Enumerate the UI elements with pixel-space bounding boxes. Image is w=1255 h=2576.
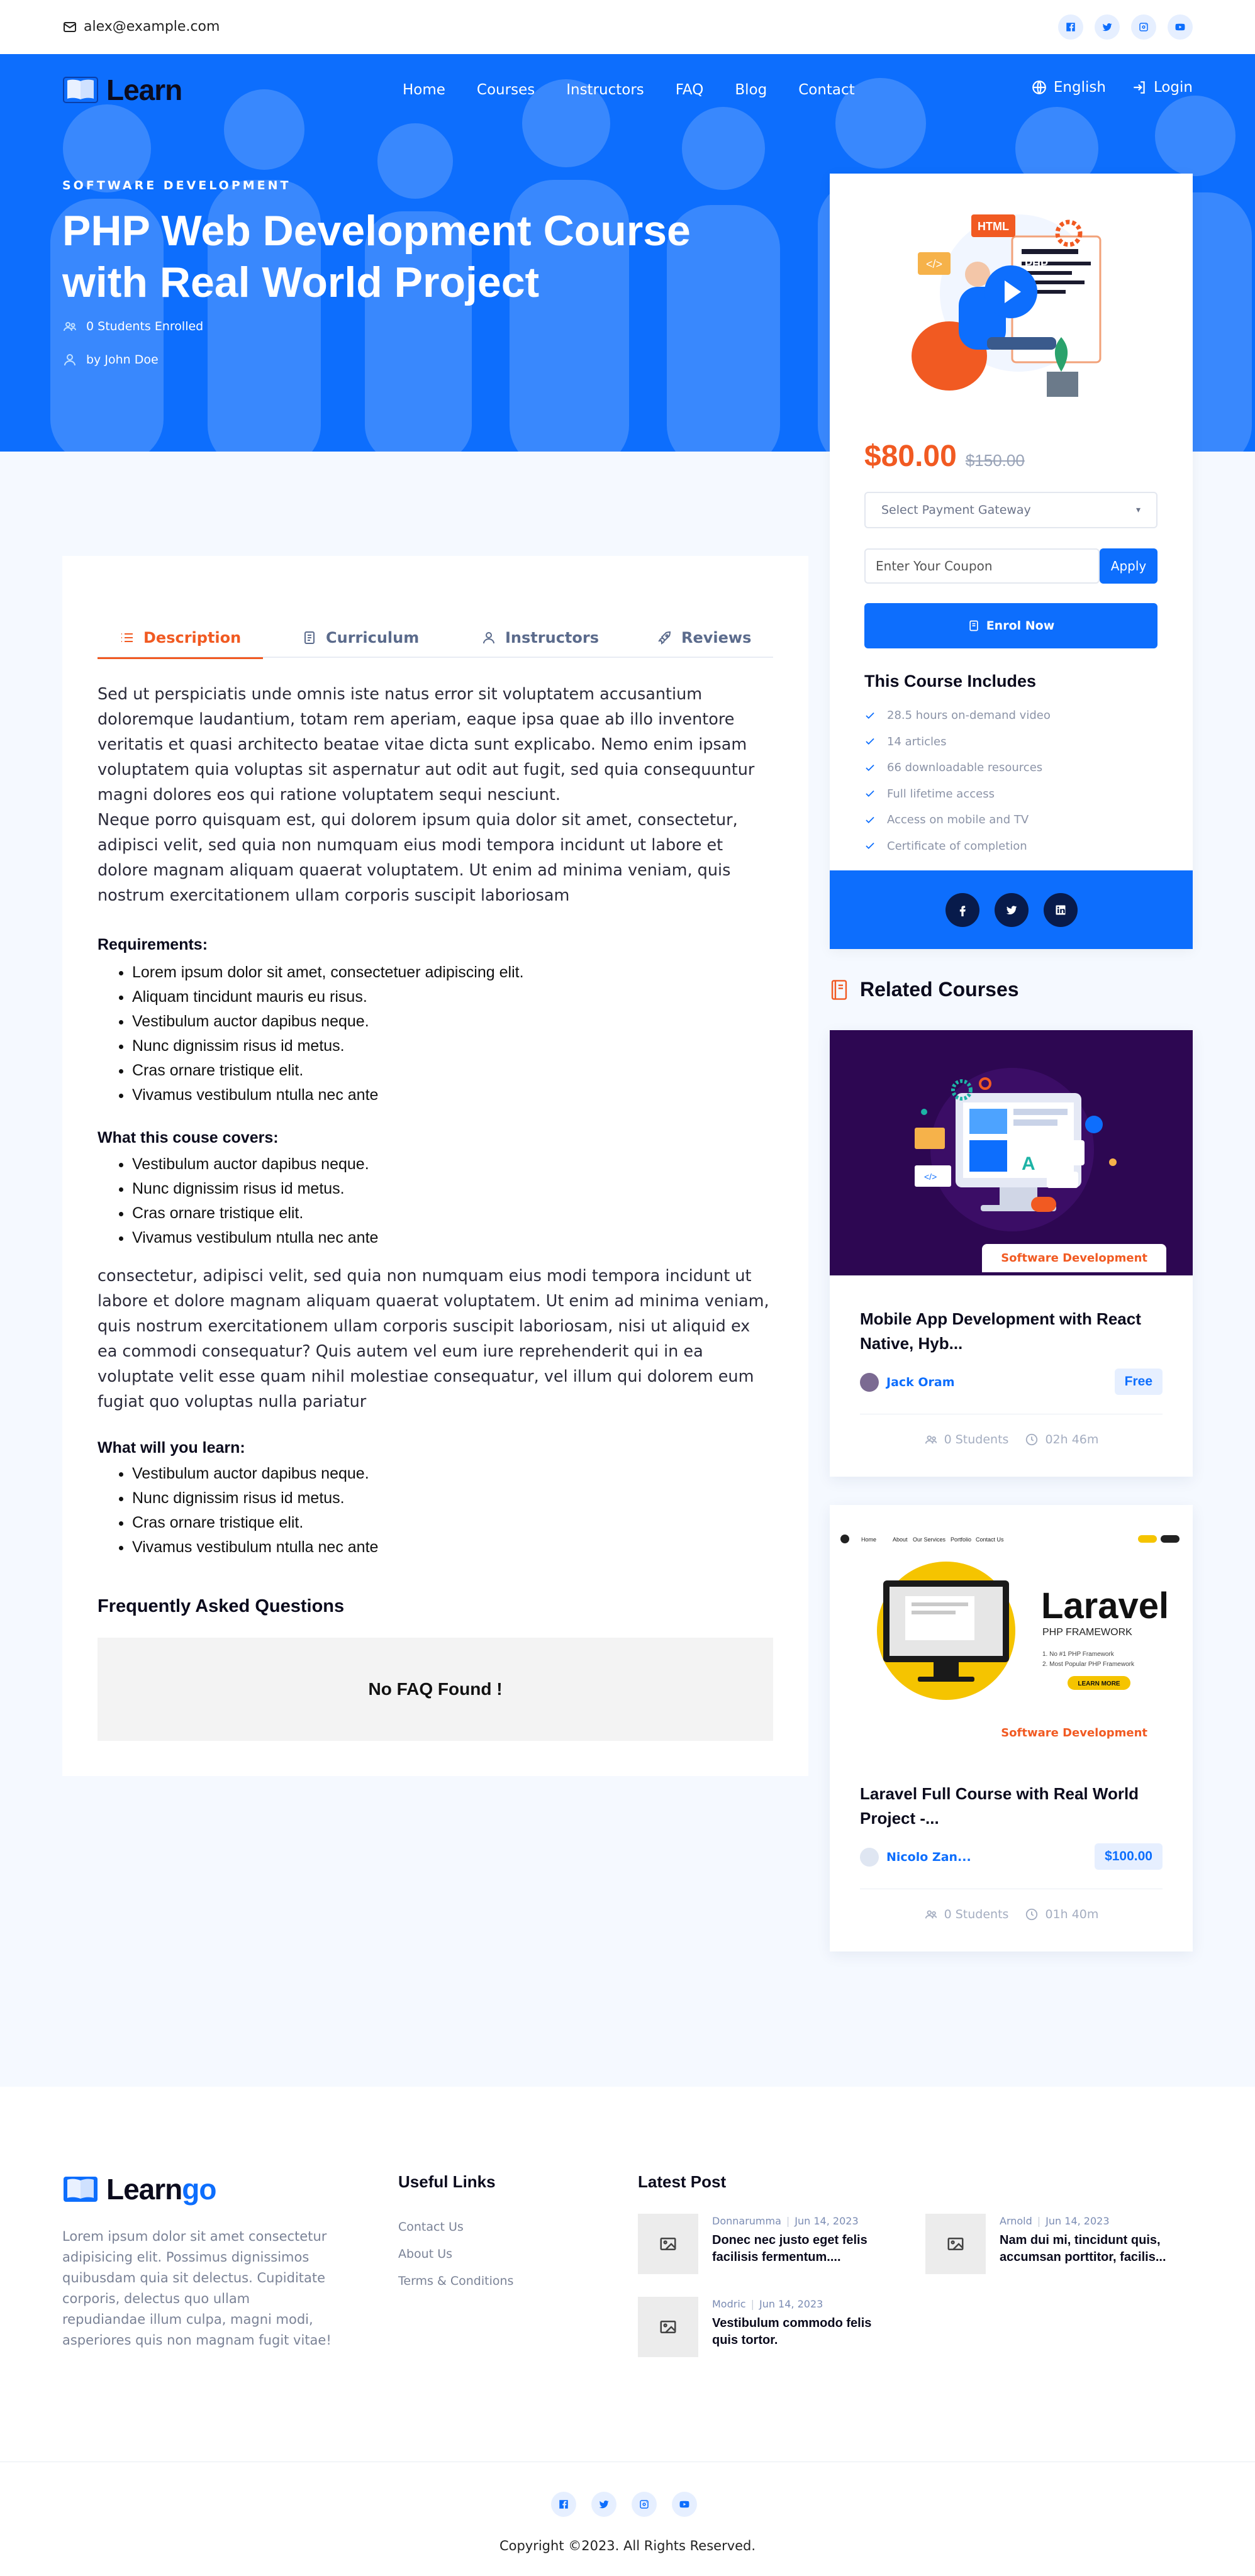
footer-link-terms[interactable]: Terms & Conditions (398, 2274, 514, 2288)
payment-gateway-placeholder: Select Payment Gateway (881, 503, 1031, 517)
post-meta: Donnarumma | Jun 14, 2023 (712, 2215, 859, 2227)
share-bar (830, 870, 1193, 949)
description-paragraph-3: consectetur, adipisci velit, sed quia non numquam eius modi tempora incidunt ut labore et dolore magnam aliquam quaerat voluptatem. Ut enim ad minima veniam, quis nostrum exercitationem ullam corporis suscipit laboriosam, nisi ut aliquid ex ea commodi consequatur? Quis autem vel eum iure reprehenderit qui in ea voluptate velit esse quam nihil molestiae consequatur, vel illum qui dolorem eum fugiat quo voluptas nulla pariatur (98, 1267, 769, 1411)
site-logo[interactable] (62, 73, 182, 107)
covers-list (132, 1152, 378, 1250)
includes-title: This Course Includes (864, 672, 1037, 691)
course-card-price: $100.00 (1095, 1843, 1163, 1870)
users-icon (62, 319, 77, 334)
top-social-links (1058, 14, 1193, 40)
footer-description: Lorem ipsum dolor sit amet consectetur adipisicing elit. Possimus dignissimos quibusdam quia sit delectus. Cupiditate corporis, delectus quo ullam repudiandae illum culpa, magni modi, asperiores quis non magnam fugit vitae! (62, 2229, 332, 2348)
top-bar (0, 0, 1255, 54)
includes-list (864, 702, 1051, 859)
requirements-heading: Requirements: (98, 936, 208, 953)
svg-text:A: A (1022, 1153, 1035, 1174)
thumb-point: 1. No #1 PHP Framework (1042, 1651, 1114, 1658)
requirements-list (132, 960, 524, 1108)
list-item: Access on mobile and TV (864, 807, 1051, 833)
list-item: 14 articles (864, 729, 1051, 755)
list-item: • Vestibulum auctor dapibus neque. (132, 1462, 378, 1486)
chevron-down-icon: ▾ (1135, 505, 1141, 515)
course-details-card (62, 556, 808, 1776)
svg-text:HTML: HTML (978, 220, 1009, 233)
post-title[interactable]: Nam dui mi, tincidunt quis, accumsan porttitor, facilis... (1000, 2233, 1166, 2264)
latest-post-item[interactable] (638, 2214, 895, 2274)
facebook-icon[interactable] (1058, 14, 1083, 40)
svg-text:</>: </> (925, 258, 943, 270)
globe-icon (1031, 79, 1047, 96)
twitter-icon[interactable] (995, 893, 1029, 927)
user-icon (62, 352, 77, 367)
avatar (860, 1373, 879, 1392)
faq-heading: Frequently Asked Questions (98, 1596, 345, 1616)
nav-menu (403, 82, 855, 98)
logo-text: Learn (106, 74, 182, 106)
post-thumbnail (638, 2214, 698, 2274)
course-duration: 01h 40m (1025, 1907, 1098, 1921)
list-item: • Vivamus vestibulum ntulla nec ante (132, 1535, 378, 1560)
avatar (860, 1848, 879, 1867)
description-paragraph-2: Neque porro quisquam est, qui dolorem ipsum quia dolor sit amet, consectetur, adipisci velit, sed quia non numquam eius modi tempora incidunt ut labore et dolore magnam aliquam quaerat voluptatem. Ut enim ad minima veniam, quis nostrum exercitationem ullam corporis suscipit laboriosam (98, 811, 738, 905)
twitter-icon[interactable] (1095, 14, 1120, 40)
svg-text:PHP: PHP (1025, 258, 1049, 270)
course-title: PHP Web Development Course with Real World Project (62, 207, 691, 306)
book-icon (302, 630, 317, 645)
post-meta: Arnold | Jun 14, 2023 (1000, 2215, 1110, 2227)
course-category-badge: Software Development (982, 1244, 1166, 1272)
list-item: • Vivamus vestibulum ntulla nec ante (132, 1226, 378, 1250)
users-icon (924, 1433, 938, 1446)
useful-links-list (398, 2220, 513, 2301)
login-icon (1131, 79, 1147, 96)
course-card-stats (830, 1433, 1193, 1446)
thumb-nav-item: Home (861, 1536, 877, 1543)
course-tabs (98, 618, 773, 658)
author-text: by John Doe (86, 353, 159, 367)
list-item: • Lorem ipsum dolor sit amet, consectetuer adipiscing elit. (132, 960, 524, 985)
list-item: • Vivamus vestibulum ntulla nec ante (132, 1083, 524, 1108)
post-thumbnail (638, 2297, 698, 2357)
apply-coupon-button[interactable]: Apply (1100, 548, 1157, 584)
course-card-author[interactable]: Nicolo Zan... (860, 1848, 971, 1867)
payment-gateway-select[interactable] (864, 492, 1157, 528)
youtube-icon[interactable] (1168, 14, 1193, 40)
course-card-stats (830, 1907, 1193, 1921)
related-course-card[interactable] (830, 1030, 1193, 1477)
thumb-button: LEARN MORE (1078, 1680, 1120, 1687)
coupon-input[interactable]: Enter Your Coupon (864, 548, 1100, 584)
footer-link-contact[interactable]: Contact Us (398, 2220, 464, 2234)
nav-courses[interactable]: Courses (476, 82, 535, 98)
course-card-price: Free (1115, 1368, 1163, 1395)
check-icon (864, 736, 876, 747)
nav-actions (1031, 79, 1193, 96)
users-icon (924, 1907, 938, 1921)
list-item: • Nunc dignissim risus id metus. (132, 1486, 378, 1511)
user-icon (481, 630, 496, 645)
latest-post-item[interactable] (925, 2214, 1182, 2274)
list-item: • Vestibulum auctor dapibus neque. (132, 1152, 378, 1177)
list-item: Full lifetime access (864, 781, 1051, 808)
original-price: $150.00 (965, 451, 1025, 470)
language-switcher[interactable] (1031, 79, 1106, 96)
list-item: • Cras ornare tristique elit. (132, 1201, 378, 1226)
enrol-now-button[interactable] (864, 603, 1157, 648)
facebook-icon[interactable] (551, 2492, 576, 2517)
envelope-icon (62, 19, 77, 35)
nav-home[interactable]: Home (403, 82, 445, 98)
list-item: • Vestibulum auctor dapibus neque. (132, 1009, 524, 1034)
check-icon (864, 840, 876, 852)
post-meta: Modric | Jun 14, 2023 (712, 2298, 823, 2310)
svg-text:</>: </> (924, 1172, 937, 1182)
book-logo-icon (62, 75, 99, 105)
course-price (864, 439, 1025, 474)
language-label: English (1053, 79, 1106, 96)
enrolled-count (62, 319, 203, 334)
covers-heading: What this couse covers: (98, 1129, 279, 1146)
check-icon (864, 762, 876, 774)
post-title[interactable]: Donec nec justo eget felis facilisis fermentum.... (712, 2233, 867, 2264)
nav-instructors[interactable]: Instructors (566, 82, 644, 98)
post-title[interactable]: Vestibulum commodo felis quis tortor. (712, 2316, 872, 2347)
students-count: 0 Students (924, 1433, 1009, 1446)
faq-empty-state: No FAQ Found ! (98, 1638, 773, 1741)
rocket-icon (657, 630, 672, 645)
check-icon (864, 788, 876, 799)
main-navbar (0, 54, 1255, 128)
nav-blog[interactable]: Blog (735, 82, 767, 98)
tab-reviews[interactable]: Reviews (657, 618, 751, 658)
check-icon (864, 710, 876, 721)
purchase-card (830, 174, 1193, 949)
list-icon (120, 630, 135, 645)
linkedin-icon[interactable] (1044, 893, 1078, 927)
twitter-icon[interactable] (591, 2492, 616, 2517)
learn-list (132, 1462, 378, 1560)
copyright-text: Copyright ©2023. All Rights Reserved. (499, 2538, 756, 2553)
clock-icon (1025, 1433, 1039, 1446)
course-author[interactable] (62, 352, 159, 367)
course-card-title[interactable]: Laravel Full Course with Real World Project -... (860, 1784, 1139, 1828)
list-item: 28.5 hours on-demand video (864, 702, 1051, 729)
email-text: alex@example.com (84, 19, 220, 35)
instagram-icon[interactable] (632, 2492, 657, 2517)
instagram-icon[interactable] (1131, 14, 1156, 40)
thumb-nav-item: About (893, 1536, 908, 1543)
footer-logo-text: Learngo (106, 2173, 216, 2206)
description-paragraph-1: Sed ut perspiciatis unde omnis iste natus error sit voluptatem accusantium doloremque laudantium, totam rem aperiam, eaque ipsa quae ab illo inventore veritatis et quasi architecto beatae vitae dicta sunt explicabo. Nemo enim ipsam voluptatem quia voluptas sit aspernatur aut odit aut fugit, sed quia consequuntur magni dolores eos qui ratione voluptatem sequi nesciunt. (98, 685, 755, 804)
footer-link-about[interactable]: About Us (398, 2247, 453, 2261)
book-logo-icon (62, 2174, 99, 2204)
useful-links-heading: Useful Links (398, 2172, 496, 2191)
enrol-label: Enrol Now (986, 619, 1055, 633)
latest-post-heading: Latest Post (638, 2172, 727, 2191)
check-icon (864, 814, 876, 826)
course-card-author[interactable]: Jack Oram (860, 1373, 955, 1392)
course-preview-thumbnail[interactable] (899, 199, 1125, 400)
login-label: Login (1153, 79, 1193, 96)
list-item: • Cras ornare tristique elit. (132, 1058, 524, 1083)
tab-curriculum[interactable]: Curriculum (302, 618, 419, 658)
thumb-nav-item: Contact Us (976, 1536, 1004, 1543)
learn-heading: What will you learn: (98, 1439, 245, 1457)
list-item: • Cras ornare tristique elit. (132, 1511, 378, 1535)
course-category: SOFTWARE DEVELOPMENT (62, 179, 291, 192)
post-thumbnail (925, 2214, 986, 2274)
current-price: $80.00 (864, 440, 957, 473)
facebook-icon[interactable] (945, 893, 979, 927)
login-link[interactable] (1131, 79, 1193, 96)
book-icon (968, 619, 980, 632)
book-icon (830, 979, 849, 1001)
tab-instructors[interactable]: Instructors (481, 618, 599, 658)
thumb-nav-item: Our Services (913, 1536, 946, 1543)
enrolled-text: 0 Students Enrolled (86, 319, 204, 333)
list-item: • Nunc dignissim risus id metus. (132, 1034, 524, 1058)
thumb-subtitle: PHP FRAMEWORK (1042, 1627, 1132, 1638)
course-thumbnail (830, 1505, 1193, 1750)
course-thumbnail (830, 1030, 1193, 1275)
youtube-icon[interactable] (672, 2492, 697, 2517)
site-footer (0, 2087, 1255, 2576)
list-item: • Nunc dignissim risus id metus. (132, 1177, 378, 1201)
list-item: Certificate of completion (864, 833, 1051, 860)
latest-post-item[interactable] (638, 2297, 895, 2357)
thumb-nav-item: Portfolio (951, 1536, 972, 1543)
course-card-title[interactable]: Mobile App Development with React Native, Hyb... (860, 1309, 1141, 1353)
course-duration: 02h 46m (1025, 1433, 1098, 1446)
footer-logo[interactable] (62, 2172, 216, 2206)
clock-icon (1025, 1907, 1039, 1921)
contact-email[interactable] (62, 19, 220, 35)
nav-faq[interactable]: FAQ (675, 82, 704, 98)
image-icon (659, 2318, 678, 2336)
nav-contact[interactable]: Contact (798, 82, 855, 98)
list-item: • Aliquam tincidunt mauris eu risus. (132, 985, 524, 1009)
tab-description[interactable]: Description (120, 618, 241, 658)
image-icon (659, 2235, 678, 2253)
course-category-badge: Software Development (982, 1719, 1166, 1747)
thumb-title: Laravel (1041, 1585, 1169, 1626)
students-count: 0 Students (924, 1907, 1009, 1921)
list-item: 66 downloadable resources (864, 755, 1051, 781)
image-icon (946, 2235, 965, 2253)
related-course-card[interactable] (830, 1505, 1193, 1951)
thumb-point: 2. Most Popular PHP Framework (1042, 1661, 1134, 1668)
footer-social-links (551, 2492, 697, 2517)
related-courses-heading: Related Courses (830, 978, 1019, 1001)
